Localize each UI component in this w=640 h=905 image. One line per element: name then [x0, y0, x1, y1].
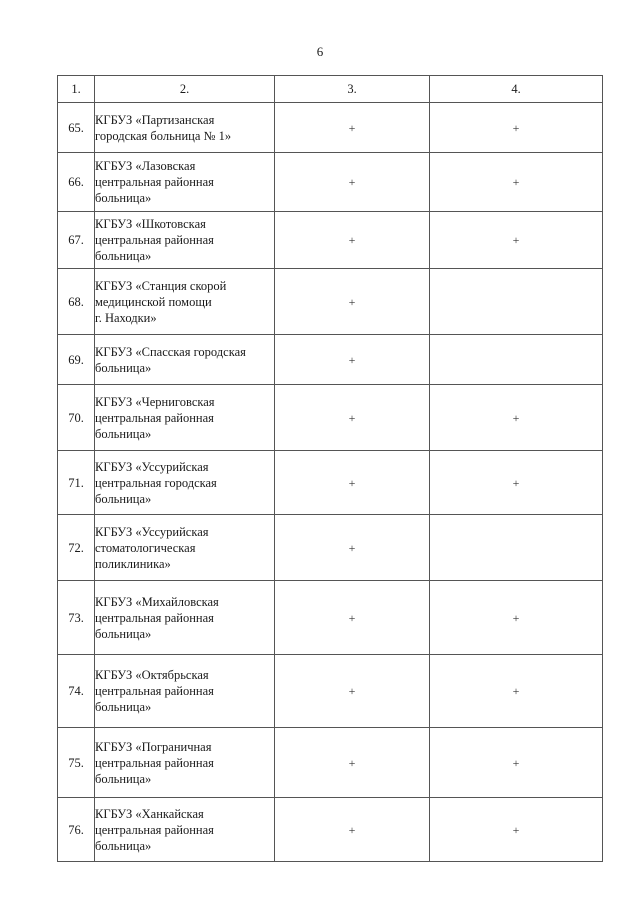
institution-name-line: центральная районная [95, 822, 214, 837]
column-3-mark [275, 385, 430, 451]
row-number: 72. [58, 515, 95, 581]
institution-name-line: больница» [95, 426, 152, 441]
institution-name-line: больница» [95, 191, 152, 205]
institution-name-line: КГБУЗ «Шкотовская [95, 217, 206, 231]
table-row [58, 798, 603, 862]
plus-mark: + [512, 610, 520, 625]
institution-name [95, 385, 275, 451]
plus-mark: + [512, 475, 520, 490]
header-col-2: 2. [95, 76, 275, 103]
institution-name-line: КГБУЗ «Станция скорой [95, 278, 227, 293]
institution-name-line: больница» [95, 771, 152, 786]
row-number: 68. [58, 269, 95, 335]
institution-name [95, 655, 275, 728]
column-3-mark [275, 153, 430, 212]
plus-mark: + [348, 175, 356, 189]
column-3-mark [275, 728, 430, 798]
institution-name-line: КГБУЗ «Ханкайская [95, 806, 204, 821]
table-header-row [58, 76, 603, 103]
column-4-mark [430, 212, 603, 269]
column-3-mark [275, 212, 430, 269]
column-3-mark [275, 515, 430, 581]
institution-name-line: КГБУЗ «Октябрьская [95, 668, 209, 682]
column-3-mark [275, 798, 430, 862]
plus-mark: + [348, 294, 356, 309]
column-4-mark [430, 515, 603, 581]
row-number: 75. [58, 728, 95, 798]
institution-name-line: КГБУЗ «Уссурийская [95, 524, 209, 539]
column-4-mark [430, 103, 603, 153]
plus-mark: + [348, 410, 356, 425]
institution-name-line: больница» [95, 360, 152, 375]
plus-mark: + [348, 610, 356, 625]
institution-name [95, 581, 275, 655]
institution-name-line: центральная районная [95, 755, 214, 770]
institution-name [95, 269, 275, 335]
table-row [58, 269, 603, 335]
column-3-mark [275, 335, 430, 385]
plus-mark: + [348, 233, 356, 247]
institution-name-line: больница» [95, 491, 152, 506]
header-col-4: 4. [430, 76, 603, 103]
plus-mark: + [512, 755, 520, 770]
institution-name-line: КГБУЗ «Лазовская [95, 159, 196, 173]
row-number: 70. [58, 385, 95, 451]
institution-name [95, 451, 275, 515]
institution-name-line: КГБУЗ «Михайловская [95, 594, 219, 609]
plus-mark: + [348, 475, 356, 490]
column-4-mark [430, 385, 603, 451]
plus-mark: + [348, 120, 356, 135]
header-col-1: 1. [58, 76, 95, 103]
institutions-table [57, 75, 603, 862]
institution-name-line: центральная районная [95, 684, 214, 698]
institution-name-line: стоматологическая [95, 540, 196, 555]
plus-mark: + [348, 755, 356, 770]
table-row [58, 581, 603, 655]
column-4-mark [430, 153, 603, 212]
institution-name [95, 153, 275, 212]
table-row [58, 212, 603, 269]
table-row [58, 335, 603, 385]
institution-name [95, 728, 275, 798]
plus-mark: + [348, 352, 356, 367]
row-number: 73. [58, 581, 95, 655]
row-number: 67. [58, 212, 95, 269]
institution-name-line: центральная районная [95, 410, 214, 425]
plus-mark: + [512, 233, 520, 247]
institution-name-line: центральная районная [95, 233, 214, 247]
table-row [58, 153, 603, 212]
row-number: 66. [58, 153, 95, 212]
institution-name [95, 103, 275, 153]
table-row [58, 515, 603, 581]
table-body [58, 103, 603, 862]
plus-mark: + [512, 822, 520, 837]
table-row [58, 728, 603, 798]
column-4-mark [430, 798, 603, 862]
institution-name [95, 798, 275, 862]
column-4-mark [430, 581, 603, 655]
institution-name-line: центральная районная [95, 175, 214, 189]
row-number: 69. [58, 335, 95, 385]
institution-name-line: центральная районная [95, 610, 214, 625]
institution-name-line: КГБУЗ «Пограничная [95, 739, 212, 754]
row-number: 71. [58, 451, 95, 515]
institution-name-line: КГБУЗ «Партизанская [95, 112, 215, 127]
column-4-mark [430, 269, 603, 335]
plus-mark: + [348, 684, 356, 698]
column-3-mark [275, 103, 430, 153]
column-4-mark [430, 335, 603, 385]
row-number: 74. [58, 655, 95, 728]
institution-name-line: КГБУЗ «Черниговская [95, 394, 215, 409]
institution-name-line: больница» [95, 626, 152, 641]
plus-mark: + [348, 540, 356, 555]
row-number: 76. [58, 798, 95, 862]
institution-name [95, 335, 275, 385]
table-row [58, 655, 603, 728]
column-4-mark [430, 728, 603, 798]
column-3-mark [275, 269, 430, 335]
header-col-3: 3. [275, 76, 430, 103]
institution-name-line: больница» [95, 700, 152, 714]
plus-mark: + [348, 822, 356, 837]
plus-mark: + [512, 410, 520, 425]
row-number: 65. [58, 103, 95, 153]
table-row [58, 451, 603, 515]
plus-mark: + [512, 684, 520, 698]
institution-name-line: медицинской помощи [95, 294, 212, 309]
column-3-mark [275, 451, 430, 515]
institution-name-line: КГБУЗ «Уссурийская [95, 459, 209, 474]
table-row [58, 385, 603, 451]
column-4-mark [430, 451, 603, 515]
plus-mark: + [512, 120, 520, 135]
institution-name-line: КГБУЗ «Спасская городская [95, 344, 246, 359]
page-number: 6 [316, 44, 324, 59]
plus-mark: + [512, 175, 520, 189]
institution-name-line: больница» [95, 838, 152, 853]
column-4-mark [430, 655, 603, 728]
column-3-mark [275, 655, 430, 728]
table-row [58, 103, 603, 153]
institution-name [95, 212, 275, 269]
institution-name-line: г. Находки» [95, 310, 157, 325]
institution-name-line: центральная городская [95, 475, 217, 490]
institution-name-line: городская больница № 1» [95, 128, 232, 143]
institution-name [95, 515, 275, 581]
institution-name-line: больница» [95, 249, 152, 263]
column-3-mark [275, 581, 430, 655]
institution-name-line: поликлиника» [95, 556, 171, 571]
